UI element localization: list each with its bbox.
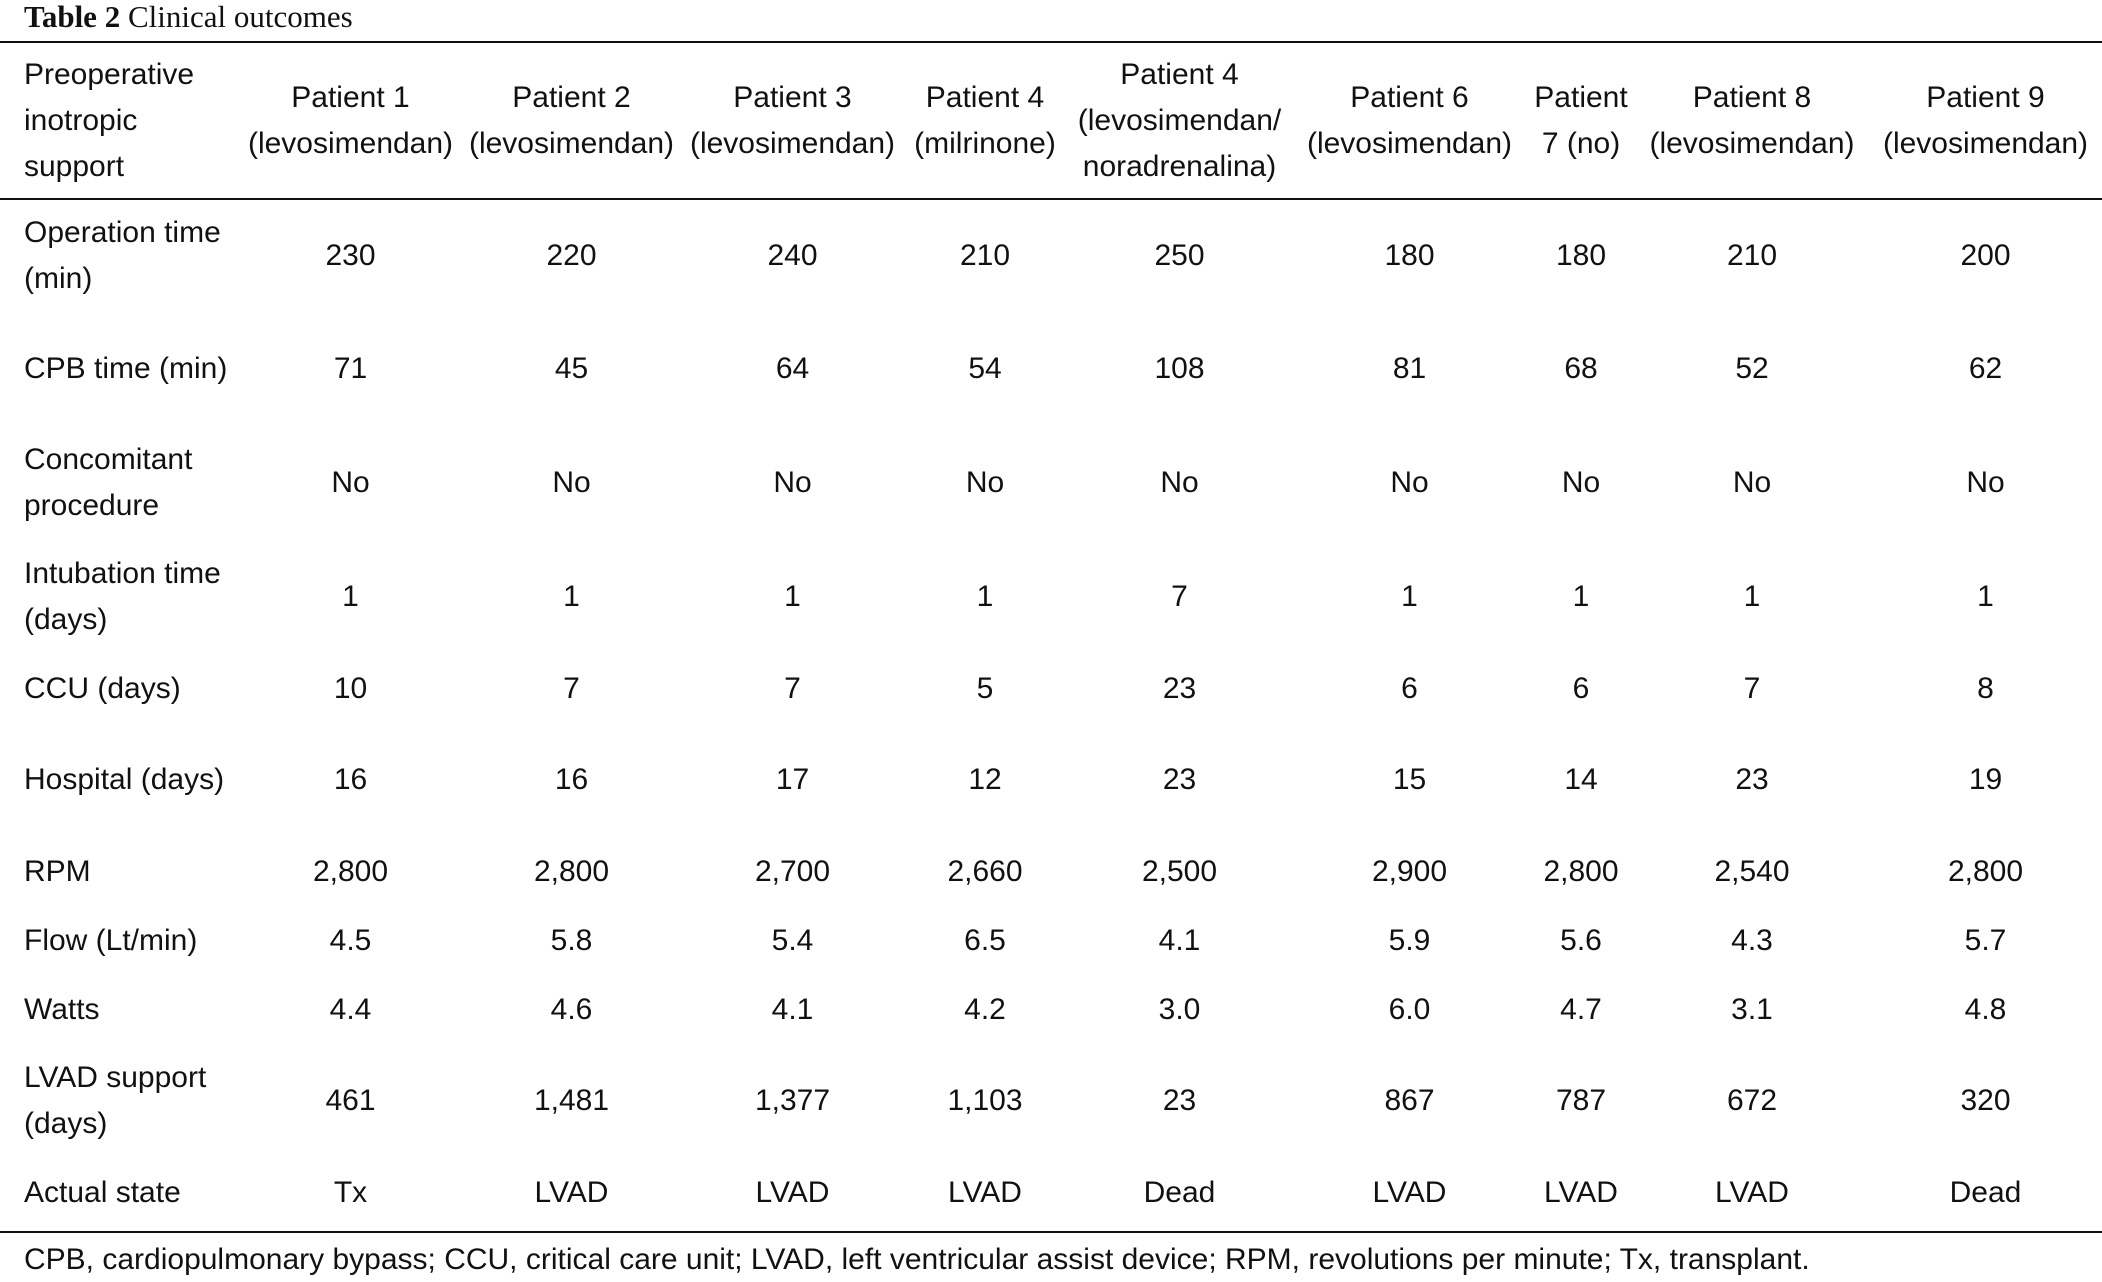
column-header: Patient 2 (levosimendan) bbox=[468, 80, 675, 160]
table-cell: 1,103 bbox=[947, 1084, 1023, 1117]
table-row bbox=[0, 1158, 2102, 1227]
table-row bbox=[0, 1044, 2102, 1158]
table-row bbox=[0, 975, 2102, 1044]
table-cell: LVAD bbox=[1372, 1175, 1447, 1209]
table-cell: No bbox=[773, 466, 812, 499]
table-cell: 16 bbox=[333, 763, 368, 796]
table-cell: 4.3 bbox=[1731, 923, 1773, 957]
table-cell: 6 bbox=[1572, 671, 1590, 705]
table-cell: 10 bbox=[333, 671, 368, 705]
table-cell: 6.5 bbox=[964, 923, 1006, 957]
table-cell: 19 bbox=[1968, 763, 2003, 796]
table-cell: 4.8 bbox=[1964, 992, 2007, 1026]
table-cell: 7 bbox=[1743, 671, 1761, 705]
row-label: Concomitant procedure bbox=[24, 443, 193, 522]
table-cell: 81 bbox=[1392, 352, 1427, 385]
table-cell: 4.1 bbox=[1158, 923, 1201, 957]
table-cell: No bbox=[331, 466, 370, 499]
table-cell: 1 bbox=[1572, 580, 1590, 613]
column-header: Patient 1 (levosimendan) bbox=[247, 80, 454, 160]
table-cell: 1 bbox=[1743, 580, 1761, 613]
table-cell: 23 bbox=[1162, 763, 1197, 796]
column-header: Patient 4 (milrinone) bbox=[914, 80, 1056, 160]
table-cell: 2,700 bbox=[754, 854, 831, 888]
table-footnote: CPB, cardiopulmonary bypass; CCU, critical care unit; LVAD, left ventricular assist device; RPM, revolutions per minute; Tx, transplant. bbox=[24, 1243, 1810, 1276]
table-cell: 180 bbox=[1555, 239, 1607, 272]
column-header: Patient 3 (levosimendan) bbox=[689, 80, 896, 160]
column-header: Patient 4 (levosimendan/ noradrenalina) bbox=[1077, 57, 1282, 183]
table-cell: 210 bbox=[959, 239, 1011, 272]
table-cell: 4.2 bbox=[964, 992, 1006, 1026]
row-label: Intubation time (days) bbox=[24, 557, 221, 636]
row-label: Watts bbox=[24, 992, 100, 1026]
table-row bbox=[0, 312, 2102, 426]
table-cell: 1,481 bbox=[533, 1084, 610, 1117]
table-cell: 867 bbox=[1384, 1084, 1435, 1117]
table-cell: 12 bbox=[968, 763, 1002, 796]
table-cell: No bbox=[552, 466, 591, 499]
table-cell: No bbox=[1732, 466, 1772, 499]
table-cell: 23 bbox=[1162, 1084, 1197, 1117]
table-row bbox=[0, 540, 2102, 654]
table-cell: 320 bbox=[1960, 1084, 2011, 1117]
table-cell: 461 bbox=[325, 1084, 376, 1117]
table-cell: 17 bbox=[775, 763, 810, 796]
bottom-rule bbox=[0, 1231, 2102, 1233]
table-number: Table 2 bbox=[24, 0, 121, 34]
table-cell: 1 bbox=[1977, 580, 1994, 613]
row-label: Hospital (days) bbox=[24, 763, 225, 796]
row-label: Actual state bbox=[24, 1175, 181, 1209]
table-cell: 52 bbox=[1735, 352, 1769, 385]
table-row bbox=[0, 426, 2102, 540]
table-cell: 64 bbox=[775, 352, 810, 385]
table-cell: 4.7 bbox=[1560, 992, 1602, 1026]
table-cell: No bbox=[1160, 466, 1199, 499]
row-label: Flow (Lt/min) bbox=[24, 923, 198, 957]
table-cell: 2,800 bbox=[312, 854, 389, 888]
table-cell: 68 bbox=[1564, 352, 1598, 385]
table-cell: 5 bbox=[976, 671, 994, 705]
table-cell: 14 bbox=[1564, 763, 1598, 796]
table-cell: 6 bbox=[1401, 671, 1418, 705]
table-row bbox=[0, 198, 2102, 312]
table-cell: No bbox=[965, 466, 1005, 499]
table-cell: 1 bbox=[563, 580, 580, 613]
table-cell: No bbox=[1966, 466, 2005, 499]
table-row bbox=[0, 654, 2102, 723]
table-cell: Dead bbox=[1143, 1175, 1216, 1209]
column-header: Patient 8 (levosimendan) bbox=[1649, 80, 1855, 160]
header-row bbox=[0, 43, 2102, 198]
table-cell: 1 bbox=[1401, 580, 1418, 613]
table-cell: 220 bbox=[546, 239, 597, 272]
column-header: Patient 7 (no) bbox=[1534, 80, 1628, 160]
table-cell: No bbox=[1561, 466, 1601, 499]
clinical-outcomes-table bbox=[0, 43, 2102, 1227]
column-header: Patient 6 (levosimendan) bbox=[1306, 80, 1513, 160]
table-cell: 2,800 bbox=[1947, 854, 2024, 888]
table-cell: No bbox=[1390, 466, 1429, 499]
table-cell: 2,900 bbox=[1371, 854, 1448, 888]
table-cell: 5.6 bbox=[1560, 923, 1602, 957]
row-label: LVAD support (days) bbox=[24, 1061, 207, 1140]
row-label: Operation time (min) bbox=[24, 216, 221, 295]
table-cell: 15 bbox=[1392, 763, 1427, 796]
table-header bbox=[0, 43, 2102, 198]
row-header-cell: Preoperative inotropic support bbox=[24, 57, 195, 183]
table-row bbox=[0, 837, 2102, 906]
table-cell: 23 bbox=[1735, 763, 1769, 796]
table-cell: 250 bbox=[1154, 239, 1205, 272]
table-cell: 2,500 bbox=[1141, 854, 1218, 888]
table-cell: 4.1 bbox=[771, 992, 814, 1026]
table-cell: 62 bbox=[1968, 352, 2003, 385]
table-caption: Clinical outcomes bbox=[127, 0, 353, 34]
table-cell: 8 bbox=[1977, 671, 1994, 705]
table-cell: 4.6 bbox=[550, 992, 593, 1026]
table-cell: 108 bbox=[1154, 352, 1205, 385]
table-cell: 1 bbox=[784, 580, 801, 613]
table-cell: 3.0 bbox=[1158, 992, 1201, 1026]
table-cell: 5.4 bbox=[771, 923, 814, 957]
table-cell: 45 bbox=[554, 352, 589, 385]
table-cell: Dead bbox=[1949, 1175, 2022, 1209]
table-cell: 7 bbox=[1171, 580, 1188, 613]
table-cell: 787 bbox=[1555, 1084, 1607, 1117]
table-cell: 4.4 bbox=[329, 992, 372, 1026]
table-cell: 200 bbox=[1960, 239, 2011, 272]
table-cell: 230 bbox=[325, 239, 376, 272]
table-cell: 1,377 bbox=[754, 1084, 831, 1117]
table-cell: 1 bbox=[342, 580, 359, 613]
row-label: CCU (days) bbox=[24, 671, 181, 705]
table-cell: 54 bbox=[968, 352, 1002, 385]
table-row bbox=[0, 906, 2102, 975]
table-cell: 16 bbox=[554, 763, 589, 796]
table-cell: LVAD bbox=[948, 1175, 1022, 1209]
table-cell: 7 bbox=[563, 671, 580, 705]
table-cell: LVAD bbox=[534, 1175, 609, 1209]
table-cell: LVAD bbox=[1544, 1175, 1618, 1209]
table-cell: 210 bbox=[1726, 239, 1778, 272]
table-cell: 2,540 bbox=[1714, 854, 1790, 888]
table-title bbox=[24, 0, 353, 38]
table-row bbox=[0, 723, 2102, 837]
table-cell: LVAD bbox=[1715, 1175, 1789, 1209]
table-cell: 5.8 bbox=[550, 923, 593, 957]
table-cell: LVAD bbox=[755, 1175, 830, 1209]
table-cell: 4.5 bbox=[329, 923, 372, 957]
table-cell: 7 bbox=[784, 671, 801, 705]
table-cell: 2,660 bbox=[947, 854, 1023, 888]
row-label: RPM bbox=[24, 854, 91, 888]
table-cell: 1 bbox=[976, 580, 994, 613]
table-body bbox=[0, 198, 2102, 1227]
column-header: Patient 9 (levosimendan) bbox=[1882, 80, 2089, 160]
table-cell: 2,800 bbox=[533, 854, 610, 888]
row-label: CPB time (min) bbox=[24, 352, 228, 385]
table-cell: 3.1 bbox=[1731, 992, 1773, 1026]
table-cell: 6.0 bbox=[1388, 992, 1431, 1026]
table-cell: 5.7 bbox=[1964, 923, 2007, 957]
table-cell: 5.9 bbox=[1388, 923, 1431, 957]
table-cell: 2,800 bbox=[1543, 854, 1619, 888]
table-cell: 240 bbox=[767, 239, 818, 272]
table-cell: 180 bbox=[1384, 239, 1435, 272]
table-cell: 71 bbox=[333, 352, 368, 385]
table-cell: 672 bbox=[1726, 1084, 1778, 1117]
table-cell: Tx bbox=[333, 1175, 368, 1209]
table-cell: 23 bbox=[1162, 671, 1197, 705]
